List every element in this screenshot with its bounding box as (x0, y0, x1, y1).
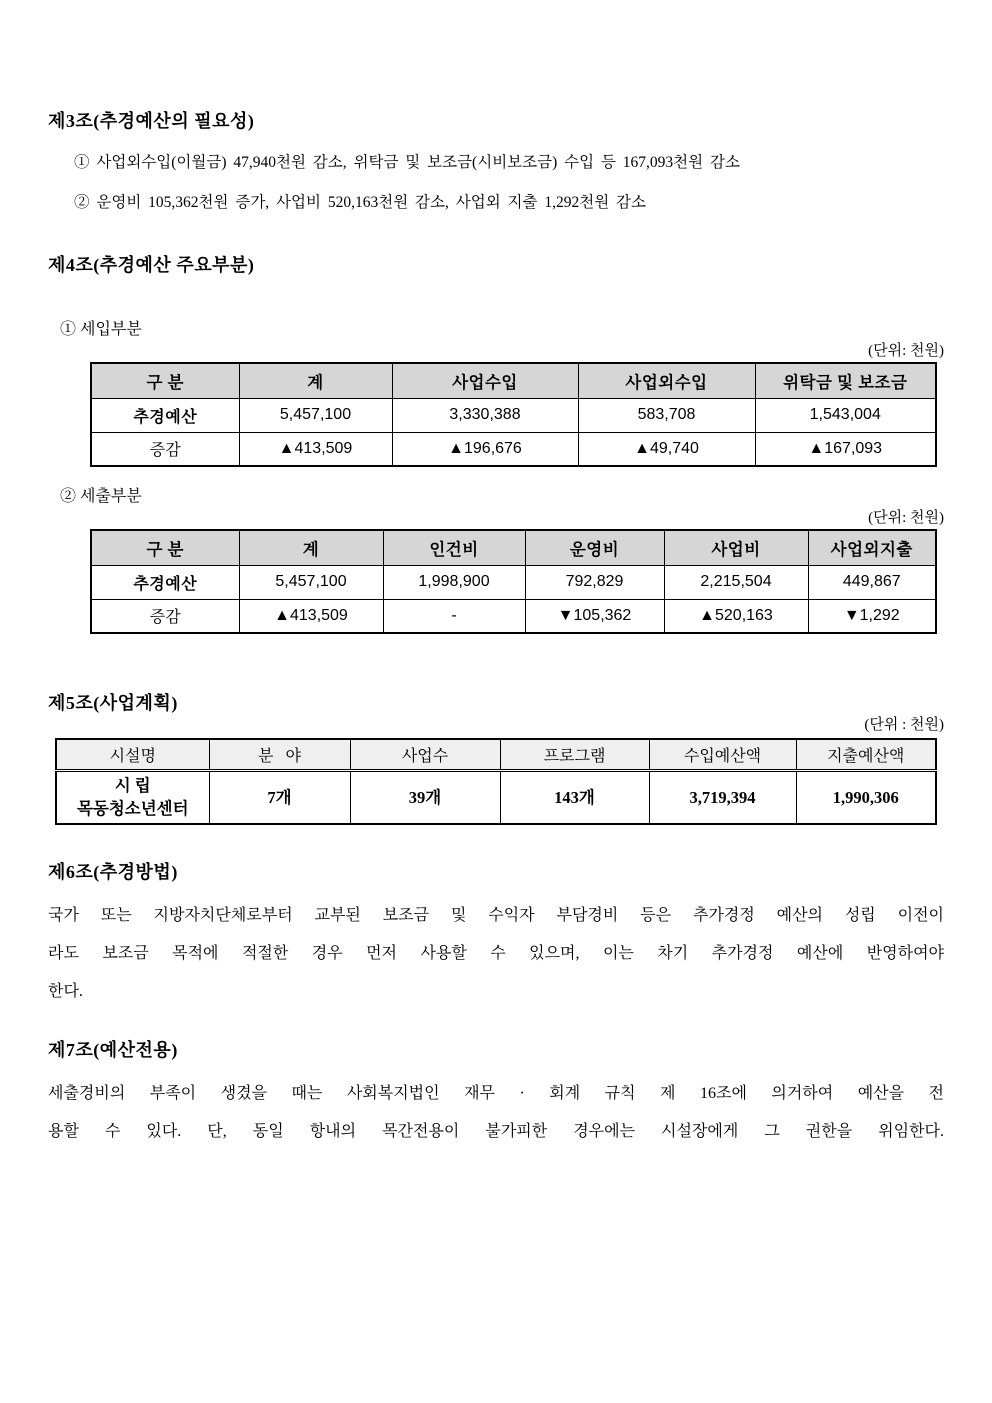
table-cell: ▲196,676 (392, 432, 578, 466)
expense-row-budget (91, 565, 936, 599)
plan-col-header: 프로그램 (500, 739, 649, 770)
table-cell: 143개 (500, 770, 649, 824)
table-cell: - (383, 599, 525, 633)
paragraph-line: 용할 수 있다. 단, 동일 항내의 목간전용이 불가피한 경우에는 시설장에게 그 권한을 위임한다. (48, 1123, 944, 1140)
plan-col-header: 분 야 (209, 739, 350, 770)
expense-sub-label: ② 세출부분 (60, 488, 142, 505)
expense-col-header: 운영비 (525, 530, 664, 565)
revenue-col-header: 사업외수입 (578, 363, 755, 398)
business-plan-table (55, 738, 937, 825)
table-cell: ▼1,292 (808, 599, 936, 633)
revenue-table (90, 362, 937, 467)
revenue-col-header: 계 (239, 363, 392, 398)
revenue-sub-label: ① 세입부분 (60, 321, 142, 338)
section5-title: 제5조(사업계획) (48, 693, 178, 713)
table-cell: 2,215,504 (664, 565, 808, 599)
expense-unit-label: (단위: 천원) (868, 510, 944, 526)
plan-col-header: 수입예산액 (649, 739, 796, 770)
table-cell: 1,543,004 (755, 398, 936, 432)
paragraph-line: 세출경비의 부족이 생겼을 때는 사회복지법인 재무 · 회계 규칙 제 16조에 의거하여 예산을 전 (48, 1085, 944, 1102)
expense-col-header: 사업외지출 (808, 530, 936, 565)
table-cell: 1,990,306 (796, 770, 936, 824)
table-cell: 증감 (91, 599, 239, 633)
plan-header-row (56, 739, 936, 770)
table-cell: 증감 (91, 432, 239, 466)
revenue-header-row (91, 363, 936, 398)
expense-row-change (91, 599, 936, 633)
revenue-col-header: 사업수입 (392, 363, 578, 398)
table-cell: ▼105,362 (525, 599, 664, 633)
plan-data-row (56, 770, 936, 824)
revenue-col-header: 위탁금 및 보조금 (755, 363, 936, 398)
table-cell: 1,998,900 (383, 565, 525, 599)
paragraph-line: 한다. (48, 983, 83, 1000)
table-cell: ▲413,509 (239, 599, 383, 633)
table-cell: ▲49,740 (578, 432, 755, 466)
paragraph-line: 라도 보조금 목적에 적절한 경우 먼저 사용할 수 있으며, 이는 차기 추가경정 예산에 반영하여야 (48, 945, 944, 962)
section3-item-2: ② 운영비 105,362천원 증가, 사업비 520,163천원 감소, 사업외 지출 1,292천원 감소 (74, 194, 647, 211)
table-cell: 5,457,100 (239, 565, 383, 599)
table-cell: 583,708 (578, 398, 755, 432)
expense-header-row (91, 530, 936, 565)
revenue-row-change (91, 432, 936, 466)
plan-col-header: 지출예산액 (796, 739, 936, 770)
table-cell: 449,867 (808, 565, 936, 599)
facility-name-cell (56, 770, 209, 824)
paragraph-line: 국가 또는 지방자치단체로부터 교부된 보조금 및 수익자 부담경비 등은 추가경정 예산의 성립 이전이 (48, 907, 944, 924)
table-cell: ▲520,163 (664, 599, 808, 633)
table-cell: 3,719,394 (649, 770, 796, 824)
section6-paragraph (48, 897, 944, 1011)
plan-col-header: 사업수 (350, 739, 500, 770)
table-cell: ▲413,509 (239, 432, 392, 466)
facility-name-line2: 목동청소년센터 (76, 799, 189, 819)
section3-item-1: ① 사업외수입(이월금) 47,940천원 감소, 위탁금 및 보조금(시비보조금) 수입 등 167,093천원 감소 (74, 154, 740, 171)
table-cell: 5,457,100 (239, 398, 392, 432)
expense-table (90, 529, 937, 634)
expense-col-header: 사업비 (664, 530, 808, 565)
expense-col-header: 구 분 (91, 530, 239, 565)
revenue-unit-label: (단위: 천원) (868, 343, 944, 359)
table-cell: 39개 (350, 770, 500, 824)
table-cell: ▲167,093 (755, 432, 936, 466)
table-cell: 7개 (209, 770, 350, 824)
expense-col-header: 계 (239, 530, 383, 565)
plan-col-header: 시설명 (56, 739, 209, 770)
table-cell: 추경예산 (91, 398, 239, 432)
table-cell: 792,829 (525, 565, 664, 599)
facility-name-line1: 시 립 (114, 776, 151, 796)
section3-title: 제3조(추경예산의 필요성) (48, 111, 255, 131)
plan-unit-label: (단위 : 천원) (864, 717, 944, 733)
expense-col-header: 인건비 (383, 530, 525, 565)
section6-title: 제6조(추경방법) (48, 862, 178, 882)
table-cell: 추경예산 (91, 565, 239, 599)
section7-paragraph (48, 1075, 944, 1151)
section7-title: 제7조(예산전용) (48, 1040, 178, 1060)
table-cell: 3,330,388 (392, 398, 578, 432)
revenue-col-header: 구 분 (91, 363, 239, 398)
revenue-row-budget (91, 398, 936, 432)
section4-title: 제4조(추경예산 주요부분) (48, 255, 255, 275)
